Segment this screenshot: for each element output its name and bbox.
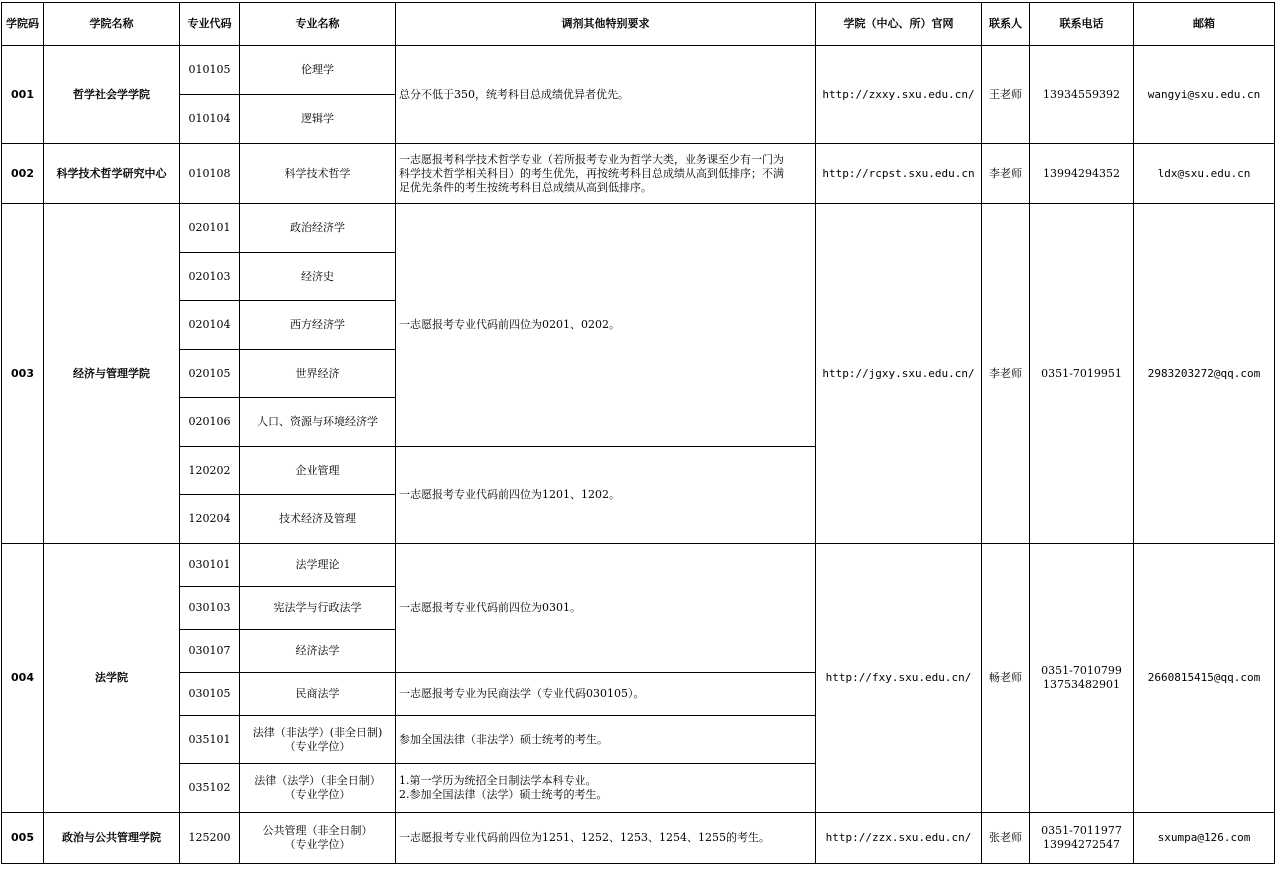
header-major-name: 专业名称 <box>240 3 396 46</box>
requirement-text: 参加全国法律（非法学）硕士统考的考生。 <box>396 716 816 764</box>
major-name: 人口、资源与环境经济学 <box>240 398 396 447</box>
email-link[interactable]: ldx@sxu.edu.cn <box>1134 144 1275 204</box>
email-link[interactable]: wangyi@sxu.edu.cn <box>1134 46 1275 144</box>
college-name: 哲学社会学学院 <box>44 46 180 144</box>
email-link[interactable]: 2660815415@qq.com <box>1134 544 1275 813</box>
major-code: 020106 <box>180 398 240 447</box>
major-name: 伦理学 <box>240 46 396 95</box>
major-name: 世界经济 <box>240 350 396 398</box>
college-name: 法学院 <box>44 544 180 813</box>
header-contact: 联系人 <box>982 3 1030 46</box>
requirement-text: 总分不低于350，统考科目总成绩优异者优先。 <box>396 46 816 144</box>
requirement-text: 一志愿报考专业为民商法学（专业代码030105）。 <box>396 673 816 716</box>
major-name: 法律（非法学）(非全日制) （专业学位） <box>240 716 396 764</box>
requirement-text: 1.第一学历为统招全日制法学本科专业。 2.参加全国法律（法学）硕士统考的考生。 <box>396 764 816 813</box>
college-name: 科学技术哲学研究中心 <box>44 144 180 204</box>
major-code: 030107 <box>180 630 240 673</box>
email-link[interactable]: 2983203272@qq.com <box>1134 204 1275 544</box>
header-major-code: 专业代码 <box>180 3 240 46</box>
major-name: 企业管理 <box>240 447 396 495</box>
major-name: 法律（法学）（非全日制） （专业学位） <box>240 764 396 813</box>
phone-number: 13934559392 <box>1030 46 1134 144</box>
table-row <box>2 204 1275 253</box>
major-code: 010104 <box>180 95 240 144</box>
major-code: 010108 <box>180 144 240 204</box>
table-row <box>2 813 1275 864</box>
contact-person: 王老师 <box>982 46 1030 144</box>
college-code: 001 <box>2 46 44 144</box>
major-name: 法学理论 <box>240 544 396 587</box>
college-code: 004 <box>2 544 44 813</box>
website-link[interactable]: http://rcpst.sxu.edu.cn <box>816 144 982 204</box>
contact-person: 李老师 <box>982 144 1030 204</box>
phone-number: 0351-7011977 13994272547 <box>1030 813 1134 864</box>
major-name: 逻辑学 <box>240 95 396 144</box>
website-link[interactable]: http://zzx.sxu.edu.cn/ <box>816 813 982 864</box>
major-name: 民商法学 <box>240 673 396 716</box>
college-code: 005 <box>2 813 44 864</box>
major-name: 科学技术哲学 <box>240 144 396 204</box>
adjustment-table <box>1 2 1275 864</box>
contact-person: 张老师 <box>982 813 1030 864</box>
table-row <box>2 544 1275 587</box>
header-requirements: 调剂其他特别要求 <box>396 3 816 46</box>
header-website: 学院（中心、所）官网 <box>816 3 982 46</box>
major-code: 020103 <box>180 253 240 301</box>
header-email: 邮箱 <box>1134 3 1275 46</box>
major-code: 035101 <box>180 716 240 764</box>
college-name: 政治与公共管理学院 <box>44 813 180 864</box>
header-college-name: 学院名称 <box>44 3 180 46</box>
college-name: 经济与管理学院 <box>44 204 180 544</box>
major-name: 政治经济学 <box>240 204 396 253</box>
major-name: 宪法学与行政法学 <box>240 587 396 630</box>
major-code: 030103 <box>180 587 240 630</box>
major-code: 020104 <box>180 301 240 350</box>
requirement-text: 一志愿报考科学技术哲学专业（若所报考专业为哲学大类，业务课至少有一门为 科学技术哲学相关科目）的考生优先，再按统考科目总成绩从高到低排序；不满 足优先条件的考生按统考科目总成绩从高到低排序。 <box>396 144 816 204</box>
website-link[interactable]: http://jgxy.sxu.edu.cn/ <box>816 204 982 544</box>
phone-number: 0351-7010799 13753482901 <box>1030 544 1134 813</box>
major-name: 经济史 <box>240 253 396 301</box>
header-phone: 联系电话 <box>1030 3 1134 46</box>
major-code: 010105 <box>180 46 240 95</box>
major-name: 经济法学 <box>240 630 396 673</box>
major-code: 020105 <box>180 350 240 398</box>
table-row <box>2 46 1275 95</box>
college-code: 003 <box>2 204 44 544</box>
major-code: 120202 <box>180 447 240 495</box>
website-link[interactable]: http://zxxy.sxu.edu.cn/ <box>816 46 982 144</box>
major-code: 035102 <box>180 764 240 813</box>
email-link[interactable]: sxumpa@126.com <box>1134 813 1275 864</box>
table-row <box>2 144 1275 204</box>
major-code: 030101 <box>180 544 240 587</box>
phone-number: 0351-7019951 <box>1030 204 1134 544</box>
major-code: 120204 <box>180 495 240 544</box>
phone-number: 13994294352 <box>1030 144 1134 204</box>
requirement-text: 一志愿报考专业代码前四位为0301。 <box>396 544 816 673</box>
requirement-text: 一志愿报考专业代码前四位为1201、1202。 <box>396 447 816 544</box>
major-code: 030105 <box>180 673 240 716</box>
website-link[interactable]: http://fxy.sxu.edu.cn/ <box>816 544 982 813</box>
requirement-text: 一志愿报考专业代码前四位为1251、1252、1253、1254、1255的考生。 <box>396 813 816 864</box>
header-college-code: 学院码 <box>2 3 44 46</box>
major-name: 西方经济学 <box>240 301 396 350</box>
contact-person: 畅老师 <box>982 544 1030 813</box>
major-name: 技术经济及管理 <box>240 495 396 544</box>
college-code: 002 <box>2 144 44 204</box>
requirement-text: 一志愿报考专业代码前四位为0201、0202。 <box>396 204 816 447</box>
major-code: 020101 <box>180 204 240 253</box>
major-code: 125200 <box>180 813 240 864</box>
header-row <box>2 3 1275 46</box>
contact-person: 李老师 <box>982 204 1030 544</box>
major-name: 公共管理（非全日制） （专业学位） <box>240 813 396 864</box>
